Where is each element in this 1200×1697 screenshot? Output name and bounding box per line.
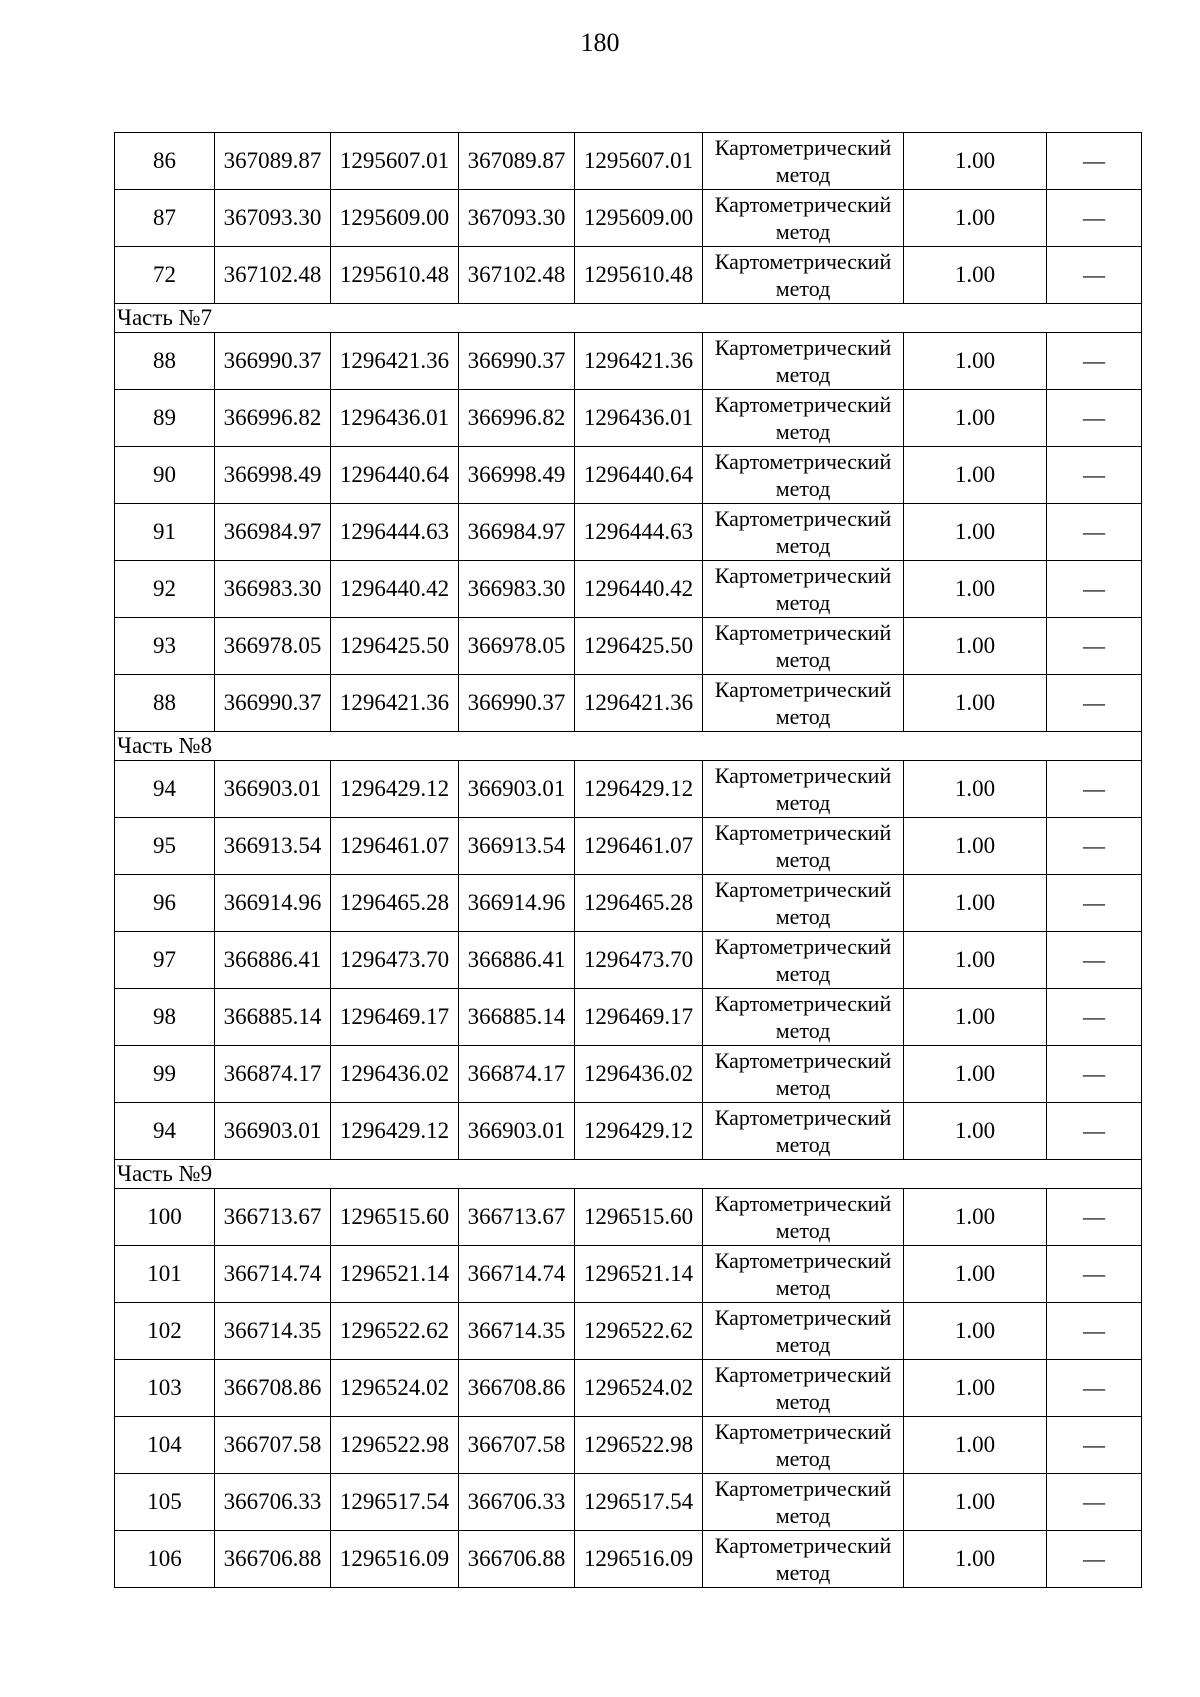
y-coordinate-cell: 1296461.07 — [331, 818, 459, 875]
table-row — [115, 1189, 1142, 1246]
precision-cell: 1.00 — [904, 247, 1047, 304]
y-coordinate-cell: 1296436.01 — [331, 390, 459, 447]
precision-cell: 1.00 — [904, 133, 1047, 190]
y-coordinate-cell: 1296440.42 — [331, 561, 459, 618]
y-coordinate-repeat-cell: 1296444.63 — [575, 504, 703, 561]
note-cell: — — [1047, 1474, 1142, 1531]
note-cell: — — [1047, 133, 1142, 190]
method-line-1: Картометрический — [714, 135, 892, 160]
table-row — [115, 1303, 1142, 1360]
section-label: Часть №8 — [115, 732, 1142, 761]
precision-cell: 1.00 — [904, 1303, 1047, 1360]
y-coordinate-cell: 1296421.36 — [331, 333, 459, 390]
method-line-2: метод — [775, 162, 831, 187]
y-coordinate-repeat-cell: 1296436.02 — [575, 1046, 703, 1103]
method-line-1: Картометрический — [714, 335, 892, 360]
point-number-cell: 90 — [115, 447, 215, 504]
y-coordinate-repeat-cell: 1295607.01 — [575, 133, 703, 190]
x-coordinate-cell: 367089.87 — [215, 133, 331, 190]
table-row — [115, 1246, 1142, 1303]
x-coordinate-cell: 366706.33 — [215, 1474, 331, 1531]
method-cell — [703, 818, 904, 875]
x-coordinate-repeat-cell: 366903.01 — [459, 1103, 575, 1160]
table-row — [115, 1474, 1142, 1531]
precision-cell: 1.00 — [904, 818, 1047, 875]
precision-cell: 1.00 — [904, 761, 1047, 818]
x-coordinate-cell: 366708.86 — [215, 1360, 331, 1417]
method-line-2: метод — [775, 1018, 831, 1043]
point-number-cell: 94 — [115, 1103, 215, 1160]
y-coordinate-cell: 1296465.28 — [331, 875, 459, 932]
method-cell — [703, 447, 904, 504]
method-line-1: Картометрический — [714, 1419, 892, 1444]
point-number-cell: 98 — [115, 989, 215, 1046]
method-line-1: Картометрический — [714, 1533, 892, 1558]
x-coordinate-cell: 366874.17 — [215, 1046, 331, 1103]
table-row — [115, 1360, 1142, 1417]
precision-cell: 1.00 — [904, 1417, 1047, 1474]
note-cell: — — [1047, 989, 1142, 1046]
method-line-2: метод — [775, 276, 831, 301]
x-coordinate-repeat-cell: 366885.14 — [459, 989, 575, 1046]
method-cell — [703, 133, 904, 190]
note-cell: — — [1047, 1303, 1142, 1360]
method-line-1: Картометрический — [714, 877, 892, 902]
x-coordinate-repeat-cell: 366913.54 — [459, 818, 575, 875]
method-line-1: Картометрический — [714, 1248, 892, 1273]
y-coordinate-repeat-cell: 1296429.12 — [575, 1103, 703, 1160]
page-number: 180 — [580, 28, 620, 57]
method-cell — [703, 1303, 904, 1360]
y-coordinate-cell: 1296522.98 — [331, 1417, 459, 1474]
method-line-2: метод — [775, 1503, 831, 1528]
section-header-row — [115, 732, 1142, 761]
note-cell: — — [1047, 1046, 1142, 1103]
table-row — [115, 1103, 1142, 1160]
x-coordinate-cell: 366714.74 — [215, 1246, 331, 1303]
table-row — [115, 932, 1142, 989]
method-cell — [703, 504, 904, 561]
method-line-1: Картометрический — [714, 1362, 892, 1387]
x-coordinate-repeat-cell: 366978.05 — [459, 618, 575, 675]
note-cell: — — [1047, 818, 1142, 875]
section-header-row — [115, 304, 1142, 333]
note-cell: — — [1047, 561, 1142, 618]
method-line-1: Картометрический — [714, 1048, 892, 1073]
x-coordinate-cell: 366713.67 — [215, 1189, 331, 1246]
method-line-2: метод — [775, 790, 831, 815]
x-coordinate-repeat-cell: 366984.97 — [459, 504, 575, 561]
method-cell — [703, 932, 904, 989]
table-row — [115, 875, 1142, 932]
x-coordinate-repeat-cell: 366708.86 — [459, 1360, 575, 1417]
method-cell — [703, 1474, 904, 1531]
y-coordinate-cell: 1296473.70 — [331, 932, 459, 989]
method-line-1: Картометрический — [714, 620, 892, 645]
point-number-cell: 105 — [115, 1474, 215, 1531]
x-coordinate-repeat-cell: 367093.30 — [459, 190, 575, 247]
x-coordinate-repeat-cell: 366996.82 — [459, 390, 575, 447]
y-coordinate-cell: 1296521.14 — [331, 1246, 459, 1303]
method-line-2: метод — [775, 1560, 831, 1585]
method-cell — [703, 618, 904, 675]
note-cell: — — [1047, 1103, 1142, 1160]
y-coordinate-repeat-cell: 1296522.62 — [575, 1303, 703, 1360]
method-line-2: метод — [775, 1218, 831, 1243]
method-line-1: Картометрический — [714, 392, 892, 417]
x-coordinate-cell: 366983.30 — [215, 561, 331, 618]
y-coordinate-repeat-cell: 1296429.12 — [575, 761, 703, 818]
note-cell: — — [1047, 190, 1142, 247]
x-coordinate-repeat-cell: 366706.33 — [459, 1474, 575, 1531]
method-line-1: Картометрический — [714, 1191, 892, 1216]
method-cell — [703, 1360, 904, 1417]
method-cell — [703, 1046, 904, 1103]
method-line-2: метод — [775, 1332, 831, 1357]
x-coordinate-cell: 366885.14 — [215, 989, 331, 1046]
precision-cell: 1.00 — [904, 1360, 1047, 1417]
point-number-cell: 96 — [115, 875, 215, 932]
x-coordinate-cell: 366998.49 — [215, 447, 331, 504]
table-body — [115, 133, 1142, 1588]
table-row — [115, 447, 1142, 504]
point-number-cell: 97 — [115, 932, 215, 989]
point-number-cell: 88 — [115, 333, 215, 390]
method-cell — [703, 1103, 904, 1160]
point-number-cell: 99 — [115, 1046, 215, 1103]
precision-cell: 1.00 — [904, 504, 1047, 561]
y-coordinate-repeat-cell: 1296421.36 — [575, 675, 703, 732]
x-coordinate-repeat-cell: 366874.17 — [459, 1046, 575, 1103]
method-line-2: метод — [775, 1275, 831, 1300]
method-cell — [703, 1417, 904, 1474]
table-row — [115, 247, 1142, 304]
point-number-cell: 94 — [115, 761, 215, 818]
precision-cell: 1.00 — [904, 390, 1047, 447]
method-line-2: метод — [775, 961, 831, 986]
precision-cell: 1.00 — [904, 447, 1047, 504]
precision-cell: 1.00 — [904, 1046, 1047, 1103]
point-number-cell: 92 — [115, 561, 215, 618]
precision-cell: 1.00 — [904, 561, 1047, 618]
y-coordinate-cell: 1296425.50 — [331, 618, 459, 675]
method-line-1: Картометрический — [714, 934, 892, 959]
x-coordinate-repeat-cell: 366998.49 — [459, 447, 575, 504]
precision-cell: 1.00 — [904, 1246, 1047, 1303]
method-line-1: Картометрический — [714, 249, 892, 274]
x-coordinate-repeat-cell: 367102.48 — [459, 247, 575, 304]
y-coordinate-repeat-cell: 1296517.54 — [575, 1474, 703, 1531]
x-coordinate-cell: 367102.48 — [215, 247, 331, 304]
note-cell: — — [1047, 333, 1142, 390]
method-line-2: метод — [775, 1446, 831, 1471]
precision-cell: 1.00 — [904, 675, 1047, 732]
y-coordinate-repeat-cell: 1296469.17 — [575, 989, 703, 1046]
note-cell: — — [1047, 1531, 1142, 1588]
x-coordinate-cell: 366984.97 — [215, 504, 331, 561]
method-line-1: Картометрический — [714, 1305, 892, 1330]
x-coordinate-repeat-cell: 366914.96 — [459, 875, 575, 932]
method-line-1: Картометрический — [714, 506, 892, 531]
method-line-2: метод — [775, 419, 831, 444]
method-line-2: метод — [775, 533, 831, 558]
method-cell — [703, 761, 904, 818]
y-coordinate-cell: 1295609.00 — [331, 190, 459, 247]
y-coordinate-cell: 1296522.62 — [331, 1303, 459, 1360]
method-line-1: Картометрический — [714, 677, 892, 702]
note-cell: — — [1047, 1417, 1142, 1474]
table-row — [115, 675, 1142, 732]
y-coordinate-cell: 1296436.02 — [331, 1046, 459, 1103]
method-cell — [703, 333, 904, 390]
point-number-cell: 91 — [115, 504, 215, 561]
y-coordinate-repeat-cell: 1296440.42 — [575, 561, 703, 618]
x-coordinate-cell: 366990.37 — [215, 675, 331, 732]
precision-cell: 1.00 — [904, 618, 1047, 675]
y-coordinate-cell: 1296524.02 — [331, 1360, 459, 1417]
method-line-2: метод — [775, 704, 831, 729]
precision-cell: 1.00 — [904, 1474, 1047, 1531]
y-coordinate-repeat-cell: 1296516.09 — [575, 1531, 703, 1588]
y-coordinate-repeat-cell: 1296440.64 — [575, 447, 703, 504]
y-coordinate-repeat-cell: 1296425.50 — [575, 618, 703, 675]
point-number-cell: 72 — [115, 247, 215, 304]
point-number-cell: 95 — [115, 818, 215, 875]
method-line-1: Картометрический — [714, 1105, 892, 1130]
method-cell — [703, 1246, 904, 1303]
y-coordinate-repeat-cell: 1296421.36 — [575, 333, 703, 390]
point-number-cell: 89 — [115, 390, 215, 447]
y-coordinate-repeat-cell: 1296461.07 — [575, 818, 703, 875]
table-row — [115, 504, 1142, 561]
y-coordinate-cell: 1296515.60 — [331, 1189, 459, 1246]
x-coordinate-cell: 366903.01 — [215, 761, 331, 818]
note-cell: — — [1047, 618, 1142, 675]
method-line-2: метод — [775, 219, 831, 244]
method-cell — [703, 1531, 904, 1588]
x-coordinate-repeat-cell: 367089.87 — [459, 133, 575, 190]
precision-cell: 1.00 — [904, 989, 1047, 1046]
method-cell — [703, 390, 904, 447]
method-line-1: Картометрический — [714, 1476, 892, 1501]
note-cell: — — [1047, 390, 1142, 447]
note-cell: — — [1047, 675, 1142, 732]
x-coordinate-repeat-cell: 366983.30 — [459, 561, 575, 618]
y-coordinate-repeat-cell: 1296436.01 — [575, 390, 703, 447]
y-coordinate-repeat-cell: 1296524.02 — [575, 1360, 703, 1417]
x-coordinate-cell: 366903.01 — [215, 1103, 331, 1160]
y-coordinate-cell: 1296429.12 — [331, 761, 459, 818]
y-coordinate-repeat-cell: 1296465.28 — [575, 875, 703, 932]
x-coordinate-repeat-cell: 366903.01 — [459, 761, 575, 818]
table-row — [115, 1531, 1142, 1588]
section-header-row — [115, 1160, 1142, 1189]
y-coordinate-repeat-cell: 1296473.70 — [575, 932, 703, 989]
point-number-cell: 103 — [115, 1360, 215, 1417]
method-line-2: метод — [775, 647, 831, 672]
precision-cell: 1.00 — [904, 875, 1047, 932]
y-coordinate-cell: 1296517.54 — [331, 1474, 459, 1531]
table-row — [115, 333, 1142, 390]
method-line-2: метод — [775, 847, 831, 872]
note-cell: — — [1047, 761, 1142, 818]
method-line-1: Картометрический — [714, 449, 892, 474]
note-cell: — — [1047, 247, 1142, 304]
point-number-cell: 93 — [115, 618, 215, 675]
table-row — [115, 1417, 1142, 1474]
x-coordinate-cell: 366913.54 — [215, 818, 331, 875]
method-cell — [703, 1189, 904, 1246]
method-line-2: метод — [775, 904, 831, 929]
table-row — [115, 818, 1142, 875]
table-row — [115, 133, 1142, 190]
method-line-1: Картометрический — [714, 820, 892, 845]
x-coordinate-repeat-cell: 366714.74 — [459, 1246, 575, 1303]
point-number-cell: 101 — [115, 1246, 215, 1303]
table-row — [115, 190, 1142, 247]
x-coordinate-repeat-cell: 366990.37 — [459, 333, 575, 390]
method-line-2: метод — [775, 1075, 831, 1100]
x-coordinate-cell: 366707.58 — [215, 1417, 331, 1474]
method-cell — [703, 875, 904, 932]
x-coordinate-cell: 366990.37 — [215, 333, 331, 390]
x-coordinate-cell: 366996.82 — [215, 390, 331, 447]
section-label: Часть №9 — [115, 1160, 1142, 1189]
point-number-cell: 100 — [115, 1189, 215, 1246]
x-coordinate-repeat-cell: 366706.88 — [459, 1531, 575, 1588]
table-row — [115, 618, 1142, 675]
x-coordinate-cell: 367093.30 — [215, 190, 331, 247]
method-cell — [703, 247, 904, 304]
note-cell: — — [1047, 1360, 1142, 1417]
note-cell: — — [1047, 1246, 1142, 1303]
x-coordinate-repeat-cell: 366714.35 — [459, 1303, 575, 1360]
method-line-2: метод — [775, 476, 831, 501]
coordinates-table — [114, 132, 1142, 1588]
point-number-cell: 88 — [115, 675, 215, 732]
method-line-1: Картометрический — [714, 563, 892, 588]
precision-cell: 1.00 — [904, 932, 1047, 989]
x-coordinate-repeat-cell: 366886.41 — [459, 932, 575, 989]
x-coordinate-cell: 366978.05 — [215, 618, 331, 675]
table-row — [115, 561, 1142, 618]
precision-cell: 1.00 — [904, 1103, 1047, 1160]
y-coordinate-cell: 1295607.01 — [331, 133, 459, 190]
x-coordinate-cell: 366714.35 — [215, 1303, 331, 1360]
method-line-1: Картометрический — [714, 763, 892, 788]
table-row — [115, 1046, 1142, 1103]
point-number-cell: 102 — [115, 1303, 215, 1360]
y-coordinate-repeat-cell: 1295609.00 — [575, 190, 703, 247]
method-line-2: метод — [775, 1389, 831, 1414]
x-coordinate-cell: 366914.96 — [215, 875, 331, 932]
point-number-cell: 104 — [115, 1417, 215, 1474]
y-coordinate-cell: 1296440.64 — [331, 447, 459, 504]
method-line-1: Картометрический — [714, 991, 892, 1016]
method-line-1: Картометрический — [714, 192, 892, 217]
y-coordinate-cell: 1296421.36 — [331, 675, 459, 732]
y-coordinate-repeat-cell: 1296515.60 — [575, 1189, 703, 1246]
note-cell: — — [1047, 504, 1142, 561]
table-row — [115, 390, 1142, 447]
method-cell — [703, 675, 904, 732]
method-line-2: метод — [775, 1132, 831, 1157]
note-cell: — — [1047, 932, 1142, 989]
method-cell — [703, 561, 904, 618]
point-number-cell: 87 — [115, 190, 215, 247]
point-number-cell: 106 — [115, 1531, 215, 1588]
y-coordinate-repeat-cell: 1296521.14 — [575, 1246, 703, 1303]
x-coordinate-repeat-cell: 366707.58 — [459, 1417, 575, 1474]
y-coordinate-repeat-cell: 1296522.98 — [575, 1417, 703, 1474]
table-row — [115, 989, 1142, 1046]
x-coordinate-repeat-cell: 366713.67 — [459, 1189, 575, 1246]
x-coordinate-cell: 366706.88 — [215, 1531, 331, 1588]
y-coordinate-cell: 1296469.17 — [331, 989, 459, 1046]
precision-cell: 1.00 — [904, 333, 1047, 390]
y-coordinate-cell: 1295610.48 — [331, 247, 459, 304]
y-coordinate-cell: 1296444.63 — [331, 504, 459, 561]
y-coordinate-cell: 1296516.09 — [331, 1531, 459, 1588]
section-label: Часть №7 — [115, 304, 1142, 333]
precision-cell: 1.00 — [904, 1189, 1047, 1246]
note-cell: — — [1047, 1189, 1142, 1246]
method-cell — [703, 989, 904, 1046]
note-cell: — — [1047, 447, 1142, 504]
x-coordinate-repeat-cell: 366990.37 — [459, 675, 575, 732]
method-cell — [703, 190, 904, 247]
precision-cell: 1.00 — [904, 1531, 1047, 1588]
table-row — [115, 761, 1142, 818]
note-cell: — — [1047, 875, 1142, 932]
y-coordinate-repeat-cell: 1295610.48 — [575, 247, 703, 304]
method-line-2: метод — [775, 590, 831, 615]
point-number-cell: 86 — [115, 133, 215, 190]
x-coordinate-cell: 366886.41 — [215, 932, 331, 989]
method-line-2: метод — [775, 362, 831, 387]
y-coordinate-cell: 1296429.12 — [331, 1103, 459, 1160]
precision-cell: 1.00 — [904, 190, 1047, 247]
